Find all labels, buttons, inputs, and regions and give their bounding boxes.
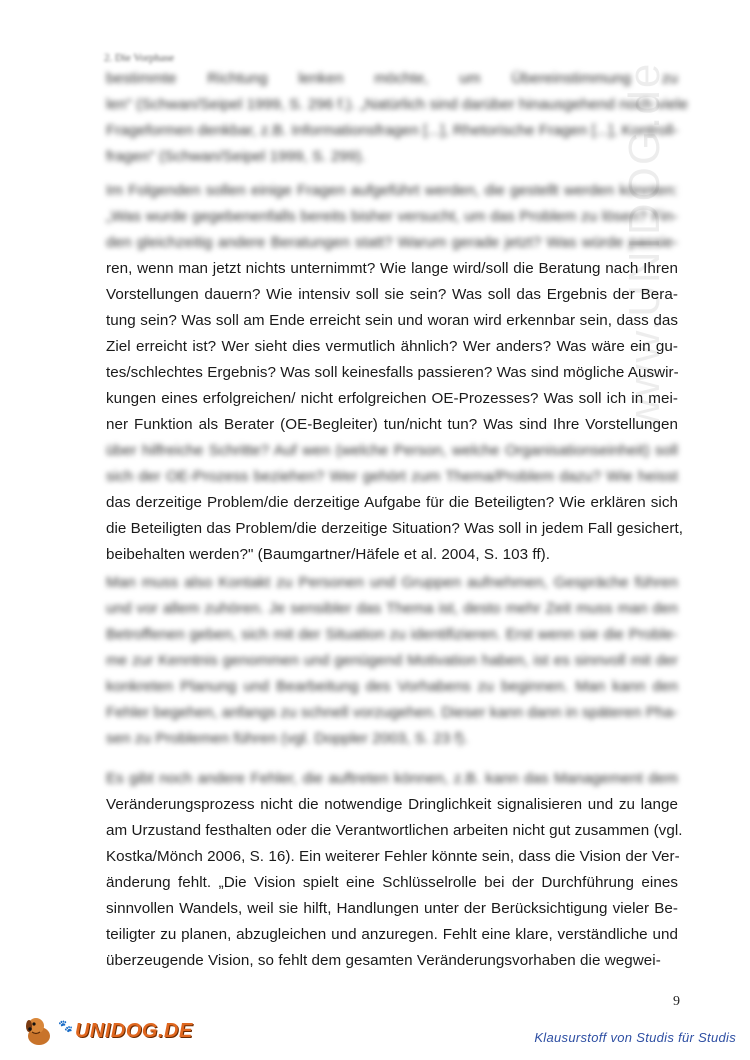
text-line: fragen" (Schwan/Seipel 1999, S. 299). [106,148,366,165]
text-line: ner Funktion als Berater (OE-Begleiter) tun/nicht tun? Was sind Ihre Vorstellungen [106,416,678,433]
text-line: tung sein? Was soll am Ende erreicht sein und woran wird erkennbar sein, dass das [106,312,678,329]
watermark: www.UNIDOG.de [620,61,669,430]
text-line: sinnvollen Wandels, weil sie hilft, Handlungen unter der Berücksichtigung vieler Be- [106,900,678,917]
paragraph-3 [106,570,678,752]
text-line: Kostka/Mönch 2006, S. 16). Ein weiterer Fehler könnte sein, dass die Vision der Ver- [106,848,680,865]
text-line: die Beteiligten das Problem/die derzeitige Situation? Was soll in jedem Fall gesichert, [106,520,683,537]
dog-mascot-icon [22,1014,56,1048]
text-line: und vor allem zuhören. Je sensibler das Thema ist, desto mehr Zeit muss man den [106,600,678,617]
text-line: sen zu Problemen führen (vgl. Doppler 2003, S. 23 f). [106,730,469,747]
text-line: sich der OE-Prozess beziehen? Wer gehört zum Thema/Problem dazu? Wie heisst [106,468,678,485]
text-line: me zur Kenntnis genommen und genügend Motivation haben, ist es sinnvoll mit der [106,652,678,669]
text-line: am Urzustand festhalten oder die Verantwortlichen arbeiten nicht gut zusammen (vgl. [106,822,683,839]
page-number: 9 [673,994,680,1009]
text-line: tes/schlechtes Ergebnis? Was soll keinesfalls passieren? Was sind mögliche Auswir- [106,364,679,381]
text-line: Fehler begehen, anfangs zu schnell vorzugehen. Dieser kann dann in späteren Pha- [106,704,678,721]
text-line: Im Folgenden sollen einige Fragen aufgeführt werden, die gestellt werden könnten: [106,182,678,199]
paw-icon: 🐾 [58,1019,73,1033]
text-line: Es gibt noch andere Fehler, die auftreten können, z.B. kann das Management dem [106,770,678,787]
text-line: den gleichzeitig andere Beratungen statt? Warum gerade jetzt? Was würde passie- [106,234,678,251]
text-line: Ziel erreicht ist? Wer sieht dies vermutlich ähnlich? Wer anders? Was wäre ein gu- [106,338,678,355]
text-line: überzeugende Vision, so fehlt dem gesamten Veränderungsvorhaben die wegwei- [106,952,661,969]
footer-tagline: Klausurstoff von Studis für Studis [534,1030,736,1045]
text-line: Frageformen denkbar, z.B. Informationsfragen [...], Rhetorische Fragen [...], Kontroll- [106,122,679,139]
text-line: über hilfreiche Schritte? Auf wen (welche Person, welche Organisationseinheit) soll [106,442,678,459]
text-line: das derzeitige Problem/die derzeitige Aufgabe für die Beteiligten? Wie erklären sich [106,494,678,511]
text-line: Betroffenen geben, sich mit der Situation zu identifizieren. Erst wenn sie die Proble- [106,626,678,643]
paragraph-1 [106,66,689,170]
text-line: änderung fehlt. „Die Vision spielt eine Schlüsselrolle bei der Durchführung eines [106,874,678,891]
text-line: beibehalten werden?" (Baumgartner/Häfele et al. 2004, S. 103 ff). [106,546,551,563]
text-line: ren, wenn man jetzt nichts unternimmt? Wie lange wird/soll die Beratung nach Ihren [106,260,678,277]
text-line: „Was wurde gegebenenfalls bereits bisher versucht, um das Problem zu lösen? Fin- [106,208,678,225]
text-line: teiligter zu planen, abzugleichen und anzuregen. Fehlt eine klare, verständliche und [106,926,678,943]
logo-text: UNIDOG.DE [74,1019,193,1042]
paragraph-4 [106,766,683,974]
text-line: len" (Schwan/Seipel 1999, S. 296 f.). „Natürlich sind darüber hinausgehend noch viele [106,96,689,113]
text-line: bestimmte Richtung lenken möchte, um Übereinstimmung zu [106,70,678,87]
text-line: Veränderungsprozess nicht die notwendige Dringlichkeit signalisieren und zu lange [106,796,678,813]
running-header: 2. Die Vorphase [104,52,175,64]
text-line: Vorstellungen dauern? Wie intensiv soll sie sein? Was soll das Ergebnis der Bera- [106,286,678,303]
text-line: konkreten Planung und Bearbeitung des Vorhabens zu beginnen. Man kann den [106,678,678,695]
unidog-logo [22,1014,193,1048]
text-line: Man muss also Kontakt zu Personen und Gruppen aufnehmen, Gespräche führen [106,574,678,591]
text-line: kungen eines erfolgreichen/ nicht erfolgreichen OE-Prozesses? Was soll ich in mei- [106,390,678,407]
